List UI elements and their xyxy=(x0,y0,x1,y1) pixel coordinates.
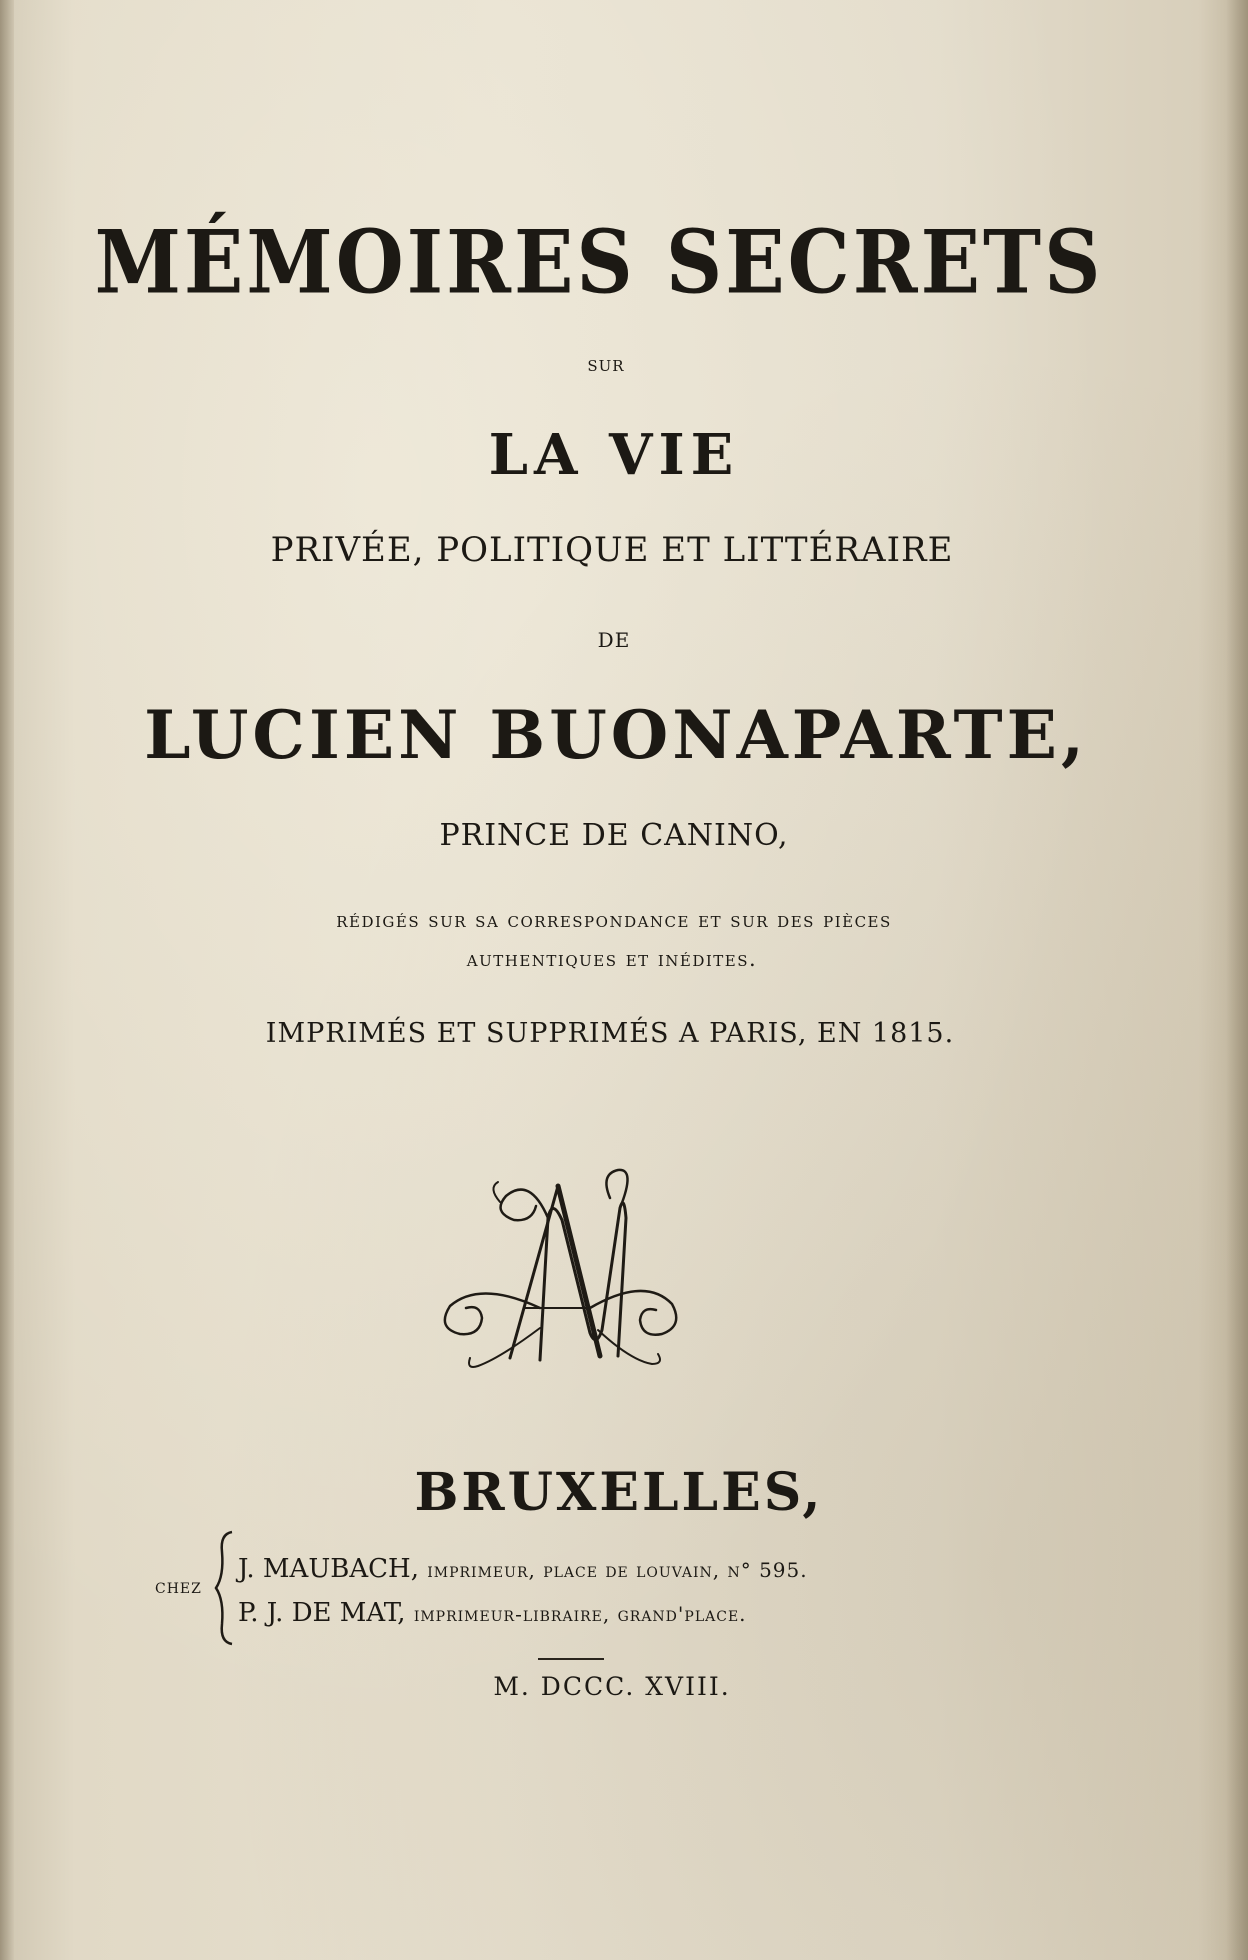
subject-name: LUCIEN BUONAPARTE, xyxy=(144,696,1088,774)
book-title: MÉMOIRES SECRETS xyxy=(94,212,1104,314)
title-la-vie: LA VIE xyxy=(488,422,740,488)
publisher-line-2 xyxy=(238,1598,747,1628)
publisher-1-detail: imprimeur, place de louvain, n° 595. xyxy=(427,1558,808,1582)
title-subtitle: PRIVÉE, POLITIQUE ET LITTÉRAIRE xyxy=(270,530,954,570)
am-monogram-icon xyxy=(440,1158,680,1388)
publication-date: M. DCCC. XVIII. xyxy=(493,1672,731,1701)
description-line-2: authentiques et inédites. xyxy=(466,947,758,971)
publisher-2-name: P. J. DE MAT, xyxy=(238,1598,406,1628)
publisher-line-1 xyxy=(238,1554,808,1584)
printing-note: IMPRIMÉS ET SUPPRIMÉS A PARIS, EN 1815. xyxy=(265,1018,955,1049)
publisher-2-detail: imprimeur-libraire, grand'place. xyxy=(413,1602,747,1626)
publisher-1-name: J. MAUBACH, xyxy=(238,1554,419,1584)
page-edge-right xyxy=(1226,0,1248,1960)
title-connector-de: DE xyxy=(597,628,631,652)
title-connector-sur: sur xyxy=(587,352,625,377)
subject-title: PRINCE DE CANINO, xyxy=(439,818,789,853)
divider-rule xyxy=(538,1658,604,1660)
imprint-chez: chez xyxy=(155,1574,202,1598)
description-line-1: rédigés sur sa correspondance et sur des pièces xyxy=(336,908,892,932)
curly-brace-icon xyxy=(212,1528,236,1648)
imprint-city: BRUXELLES, xyxy=(414,1462,824,1523)
